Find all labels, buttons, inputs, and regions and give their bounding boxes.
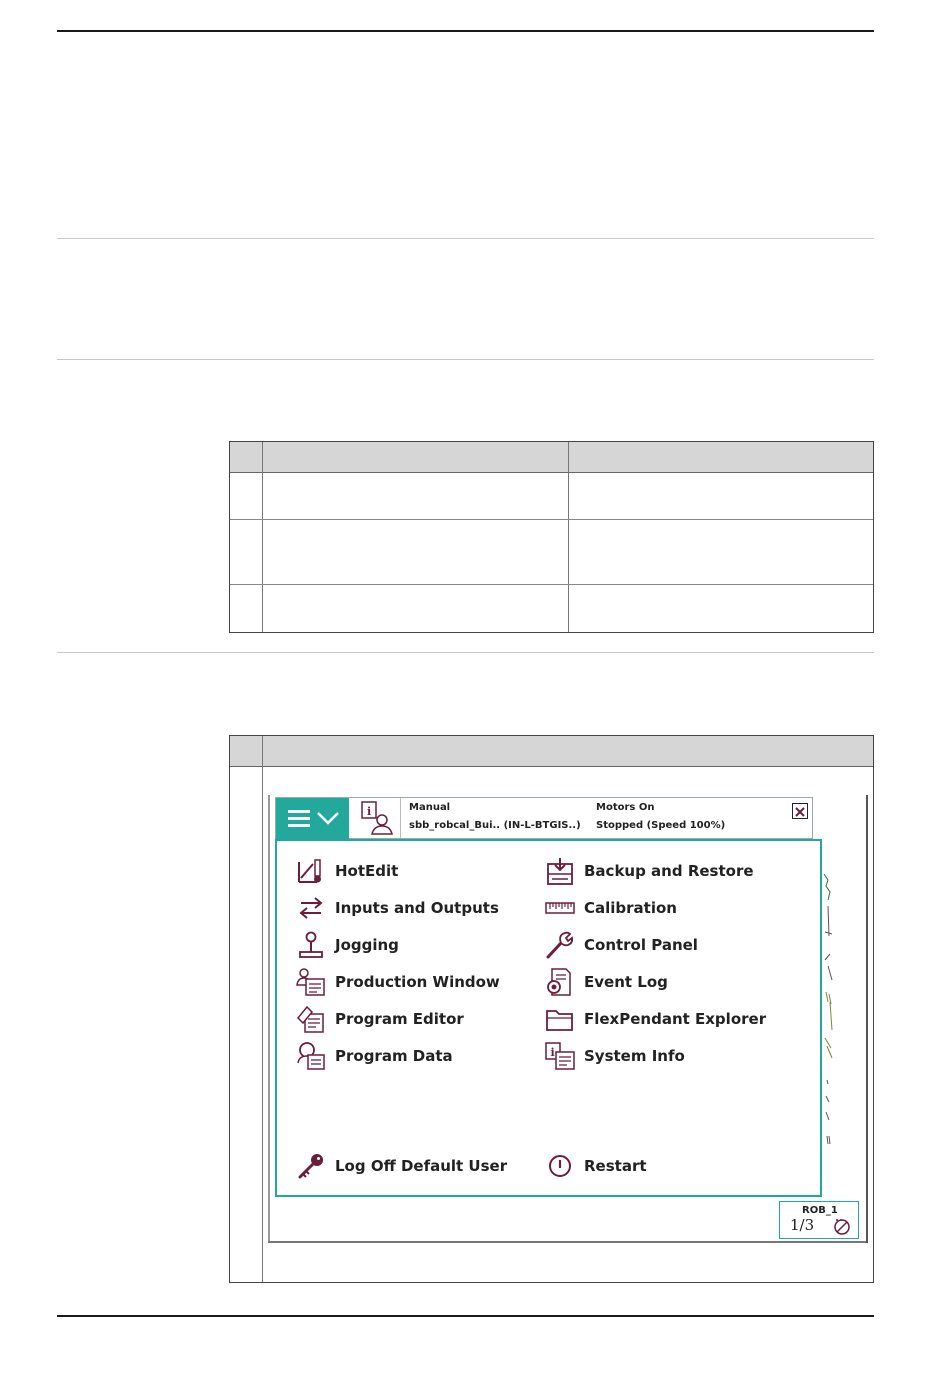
table-row-divider xyxy=(230,584,873,585)
table-row-divider xyxy=(230,519,873,520)
menu-item-control-panel[interactable] xyxy=(544,930,698,960)
operating-mode: Manual xyxy=(409,802,451,813)
status-info-icon[interactable] xyxy=(358,800,394,836)
svg-text:i: i xyxy=(550,1046,555,1059)
restart-label: Restart xyxy=(584,1157,647,1175)
menu-item-inputs-outputs[interactable] xyxy=(295,893,499,923)
event-log-icon xyxy=(544,967,576,997)
hotedit-icon xyxy=(295,856,327,886)
motors-state: Motors On xyxy=(596,802,655,813)
menu-item-event-log[interactable] xyxy=(544,967,668,997)
chevron-down-icon xyxy=(316,810,340,826)
screen-frame xyxy=(268,795,270,1241)
status-bar xyxy=(275,797,813,839)
robot-name: ROB_1 xyxy=(802,1205,838,1216)
program-state: Stopped (Speed 100%) xyxy=(596,820,726,831)
table-column-divider xyxy=(262,736,263,1282)
menu-item-label: Jogging xyxy=(335,936,399,954)
wrench-icon xyxy=(544,930,576,960)
menu-item-program-editor[interactable] xyxy=(295,1004,464,1034)
footer-rule xyxy=(57,1315,874,1317)
steps-table xyxy=(229,441,874,633)
log-off-button[interactable] xyxy=(295,1151,507,1181)
close-icon[interactable] xyxy=(792,803,808,819)
task-fraction: 1/3 xyxy=(790,1216,815,1234)
table-header-row xyxy=(230,442,873,473)
menu-item-label: Program Data xyxy=(335,1047,453,1065)
header-rule xyxy=(57,30,874,32)
menu-item-label: Inputs and Outputs xyxy=(335,899,499,917)
menu-item-flexpendant-explorer[interactable] xyxy=(544,1004,766,1034)
menu-item-label: Calibration xyxy=(584,899,677,917)
menu-item-label: Control Panel xyxy=(584,936,698,954)
ruler-icon xyxy=(544,893,576,923)
backup-restore-icon xyxy=(544,856,576,886)
menu-item-label: FlexPendant Explorer xyxy=(584,1010,767,1028)
menu-item-system-info[interactable] xyxy=(544,1041,685,1071)
system-info-icon xyxy=(544,1041,576,1071)
status-separator xyxy=(400,798,401,838)
menu-item-label: Backup and Restore xyxy=(584,862,754,880)
program-data-icon xyxy=(295,1041,327,1071)
inputs-outputs-icon xyxy=(295,893,327,923)
background-window-edge xyxy=(820,870,838,1170)
menu-item-jogging[interactable] xyxy=(295,930,399,960)
menu-item-label: Event Log xyxy=(584,973,668,991)
table-column-divider xyxy=(568,442,569,632)
log-off-label: Log Off Default User xyxy=(335,1157,508,1175)
production-window-icon xyxy=(295,967,327,997)
menu-item-program-data[interactable] xyxy=(295,1041,453,1071)
menu-item-production-window[interactable] xyxy=(295,967,500,997)
quickset-robot-button[interactable] xyxy=(779,1201,859,1239)
speed-override-icon xyxy=(832,1216,854,1236)
system-name: sbb_robcal_Bui.. (IN-L-BTGIS..) xyxy=(409,820,581,831)
table-header-row xyxy=(230,736,873,767)
restart-button[interactable] xyxy=(544,1151,647,1181)
power-icon xyxy=(544,1151,576,1181)
abb-menu-button[interactable] xyxy=(276,798,349,840)
menu-item-hotedit[interactable] xyxy=(295,856,398,886)
joystick-icon xyxy=(295,930,327,960)
menu-item-label: System Info xyxy=(584,1047,685,1065)
screen-frame xyxy=(866,795,868,1243)
section-divider xyxy=(57,359,874,360)
screen-frame xyxy=(268,1241,866,1243)
folder-icon xyxy=(544,1004,576,1034)
menu-item-label: Production Window xyxy=(335,973,500,991)
svg-text:i: i xyxy=(367,805,372,818)
menu-item-backup-restore[interactable] xyxy=(544,856,754,886)
key-icon xyxy=(295,1151,327,1181)
menu-item-label: HotEdit xyxy=(335,862,399,880)
menu-item-calibration[interactable] xyxy=(544,893,677,923)
section-divider xyxy=(57,652,874,653)
menu-item-label: Program Editor xyxy=(335,1010,464,1028)
section-divider xyxy=(57,238,874,239)
table-column-divider xyxy=(262,442,263,632)
program-editor-icon xyxy=(295,1004,327,1034)
